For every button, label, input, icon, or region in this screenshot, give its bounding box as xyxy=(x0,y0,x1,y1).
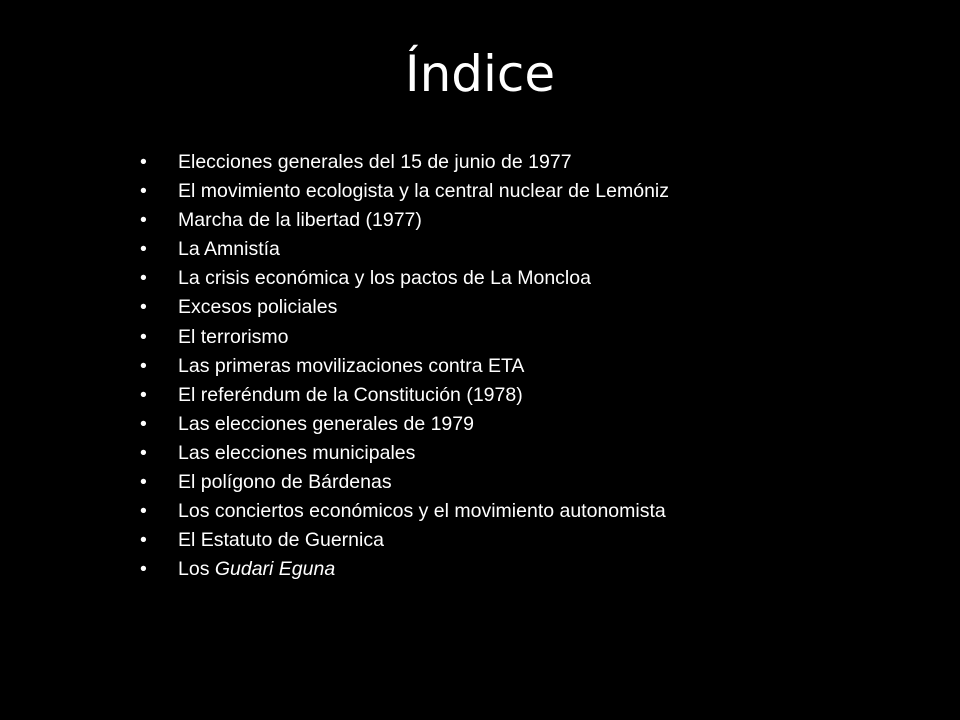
bullet-icon: • xyxy=(140,209,147,232)
list-item-text: La crisis económica y los pactos de La Moncloa xyxy=(178,267,591,290)
bullet-icon: • xyxy=(140,325,147,348)
list-item-text: Excesos policiales xyxy=(178,296,338,319)
list-item-text-prefix: Los xyxy=(178,558,215,581)
list-item-text: Elecciones generales del 15 de junio de 1977 xyxy=(178,151,572,173)
bullet-icon: • xyxy=(140,412,147,435)
list-item-text: Las elecciones municipales xyxy=(178,441,416,464)
list-item xyxy=(140,206,920,235)
bullet-icon: • xyxy=(140,529,147,552)
bullet-icon: • xyxy=(140,238,147,261)
list-item xyxy=(140,352,920,381)
list-item xyxy=(140,381,920,410)
list-item xyxy=(140,235,920,264)
bullet-icon: • xyxy=(140,471,147,494)
list-item-text: La Amnistía xyxy=(178,238,280,261)
bullet-icon: • xyxy=(140,151,147,173)
list-item-text: Las elecciones generales de 1979 xyxy=(178,412,474,435)
bullet-icon: • xyxy=(140,180,147,203)
bullet-icon: • xyxy=(140,383,147,406)
list-item-text: El polígono de Bárdenas xyxy=(178,471,392,494)
list-item xyxy=(140,555,920,584)
list-item-text: Las primeras movilizaciones contra ETA xyxy=(178,354,525,377)
list-item xyxy=(140,264,920,293)
bullet-icon: • xyxy=(140,441,147,464)
bullet-icon: • xyxy=(140,354,147,377)
bullet-icon: • xyxy=(140,296,147,319)
list-item xyxy=(140,293,920,322)
list-item-text xyxy=(178,558,335,580)
list-item xyxy=(140,148,920,177)
list-item-text: Los conciertos económicos y el movimiento autonomista xyxy=(178,500,666,523)
slide-title: Índice xyxy=(404,45,556,103)
list-item-text: Marcha de la libertad (1977) xyxy=(178,209,422,232)
bullet-icon: • xyxy=(140,558,147,581)
list-item-text-italic: Gudari Eguna xyxy=(214,558,336,581)
list-item xyxy=(140,439,920,468)
list-item xyxy=(140,323,920,352)
list-item-text: El referéndum de la Constitución (1978) xyxy=(178,383,523,406)
list-item xyxy=(140,497,920,526)
list-item xyxy=(140,410,920,439)
list-item xyxy=(140,468,920,497)
list-item-text: El terrorismo xyxy=(178,325,289,348)
index-list xyxy=(140,148,920,584)
bullet-icon: • xyxy=(140,267,147,290)
list-item-text: El movimiento ecologista y la central nuclear de Lemóniz xyxy=(178,180,669,203)
list-item xyxy=(140,177,920,206)
list-item-text: El Estatuto de Guernica xyxy=(178,529,384,552)
list-item xyxy=(140,526,920,555)
bullet-icon: • xyxy=(140,500,147,523)
